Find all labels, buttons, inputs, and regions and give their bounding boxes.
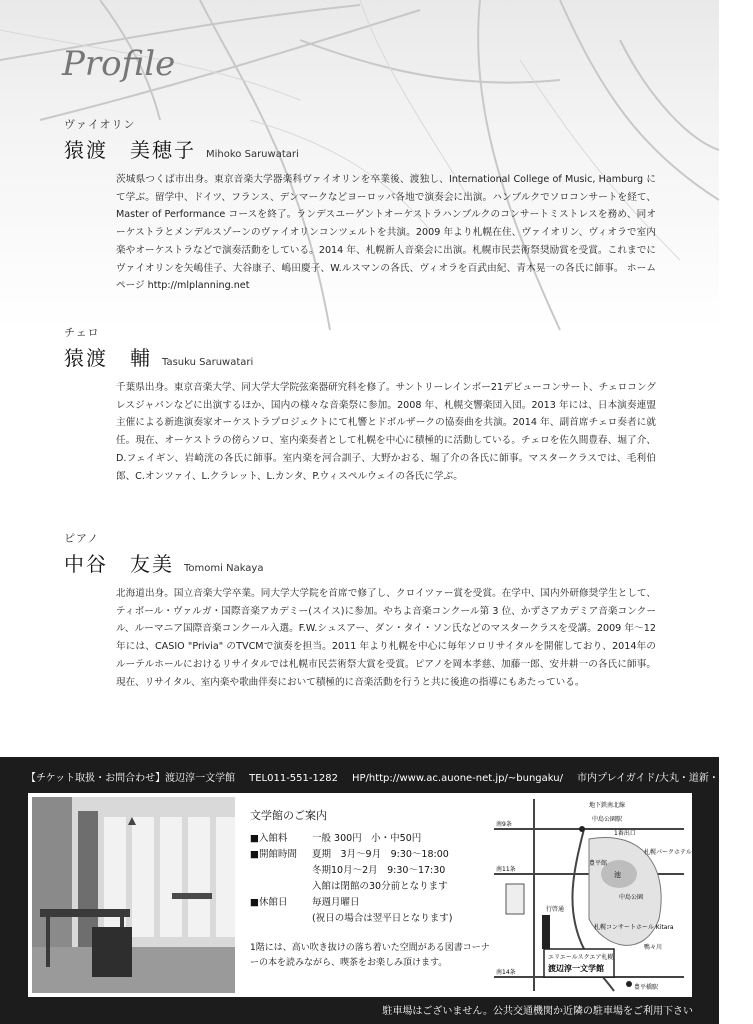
map-label-exit: 1番出口 [614,830,636,837]
homepage-url[interactable]: HP/http://www.ac.auone-net.jp/~bungaku/ [351,773,563,784]
hours-row-winter [250,863,490,879]
contact-line [26,769,739,784]
map-label-building: エリエールスクエア札幌 [548,954,614,961]
playguide-list: 市内プレイガイド/大丸・道新・教文 [576,773,739,784]
map-label-nakajima-station: 中島公園駅 [592,816,623,823]
closed-note: (祝日の場合は翌平日となります) [312,913,453,924]
map-label-hosui: 豊平館 [589,860,608,867]
museum-interior-photo [32,797,235,993]
map-label-south14: 南14条 [496,969,516,976]
performer-violin [64,116,664,295]
map-label-south9: 南9条 [496,821,512,828]
closed-label: ■休館日 [250,897,288,908]
instrument-label: チェロ [64,326,100,339]
map-label-museum: 渡辺淳一文学館 [548,964,604,973]
closed-note-row [250,911,490,927]
map-label-south11: 南11条 [496,866,516,873]
hours-winter: 冬期10月〜2月 9:30〜17:30 [312,865,446,876]
performer-piano [64,530,664,691]
guide-title: 文学館のご案内 [250,809,327,822]
performer-name-en: Mihoko Saruwatari [206,149,299,160]
map-label-kamojigawa: 鴨々川 [644,944,663,951]
hours-summer: 夏期 3月〜9月 9:30〜18:00 [312,849,449,860]
name-row [64,134,664,163]
map-label-subway: 地下鉄南北線 [589,802,626,809]
performer-name-ja: 中谷 友美 [64,552,174,576]
ticket-tel: TEL011-551-1282 [249,773,338,784]
hours-note: 入館は閉館の30分前となります [312,881,448,892]
closed-row [250,895,490,911]
parking-notice: 駐車場はございません。公共交通機関か近隣の駐車場をご利用下さい [382,1006,693,1017]
performer-name-ja: 猿渡 輔 [64,346,152,370]
map-label-kitara: 札幌コンサートホール Kitara [594,924,674,931]
map-label-hotel: 札幌パークホテル [644,849,692,856]
performer-name-en: Tasuku Saruwatari [162,357,254,368]
performer-name-en: Tomomi Nakaya [184,563,264,574]
hours-row [250,847,490,863]
ticket-label: 【チケット取扱・お問合わせ】渡辺淳一文学館 [26,773,236,784]
museum-guide [250,807,490,971]
hours-note-row [250,879,490,895]
performer-cello [64,324,664,485]
fee-label: ■入館料 [250,833,288,844]
closed-value: 毎週月曜日 [312,897,360,908]
museum-description: 1階には、高い吹き抜けの落ち着いた空間がある図書コーナーの本を読みながら、喫茶をお楽しみ頂けます。 [250,943,490,968]
map-label-gyokei: 行啓通 [546,906,565,913]
map-label-pond: 池 [614,871,621,879]
fee-value: 一般 300円 小・中50円 [312,833,422,844]
fee-row [250,831,490,847]
name-row [64,548,664,577]
hours-label: ■開館時間 [250,849,297,860]
museum-guide-panel [28,793,692,997]
performer-bio: 茨城県つくば市出身。東京音楽大学器楽科ヴァイオリンを卒業後、渡独し、International College of Music, Hamburg にて学ぶ。留学中、ドイツ、フランス、デンマークなどヨーロッパ各地で演奏会に出演。ハンブルクでソロコンサートを経て、Master of Performance コースを終了。ランデスユーゲントオーケストラハンブルクのコンサートミストレスを務め、同オーケストラとメンデルスゾーンのヴァイオリンコンツェルトを共演。2009 年より札幌在住、ヴァイオリン、ヴィオラで室内楽やオーケストラなどで演奏活動をしている。2014 年、札幌新人音楽会に出演。札幌市民芸術祭奨励賞を受賞。これまでにヴァイオリンを矢嶋佳子、大谷康子、嶋田慶子、W.ルスマンの各氏、ヴィオラを百武由紀、青木晃一の各氏に師事。 ホームページ http://mlplanning.net [116,174,656,292]
info-bar [0,757,739,1024]
performer-bio: 千葉県出身。東京音楽大学、同大学大学院弦楽器研究科を修了。サントリーレインボー21デビューコンサート、チェロコングレスジャパンなどに出演するほか、国内の様々な音楽祭に参加。2008 年、札幌交響楽団入団。2013 年には、日本演奏連盟主催による新進演奏家オーケストラプロジェクトにて札響とドボルザークの協奏曲を共演。2014 年、副首席チェロ奏者に就任。現在、オーケストラの傍らソロ、室内楽奏者として札幌を中心に積極的に活動している。チェロを佐久間豊春、堀了介、D.フェイギン、岩崎洸の各氏に師事。室内楽を河合訓子、大野かおる、堀了介の各氏に師事。マスタークラスでは、毛利伯郎、C.オンツァイ、L.クラレット、L.カンタ、P.ウィスペルウェイの各氏に学ぶ。 [116,382,656,482]
performer-name-ja: 猿渡 美穂子 [64,138,196,162]
instrument-label: ピアノ [64,532,100,545]
instrument-label: ヴァイオリン [64,118,136,131]
map-label-toyohira-bridge: 豊平橋駅 [634,984,659,991]
name-row [64,342,664,371]
map-label-nakajima-park: 中島公園 [619,894,644,901]
profile-title: Profile [62,44,176,84]
access-map [494,799,692,991]
performer-bio: 北海道出身。国立音楽大学卒業。同大学大学院を首席で修了し、クロイツァー賞を受賞。在学中、国内外研修奨学生として、ティボール・ヴァルガ・国際音楽アカデミー(スイス)に参加。やちよ音楽コンクール第 3 位、かずさアカデミア音楽コンクール、ルーマニア国際音楽コンクール入選。F.W.シュスアー、ダン・タイ・ソン氏などのマスタークラスを受講。2009 年〜12 年には、CASIO "Privia" のTVCMで演奏を担当。2011 年より札幌を中心に毎年ソロリサイタルを開催しており、2014年のルーテルホールにおけるリサイタルでは札幌市民芸術祭大賞を受賞。ピアノを岡本孝慈、加藤一郎、安井耕一の各氏に師事。現在、リサイタル、室内楽や歌曲伴奏において積極的に音楽活動を行うと共に後進の指導にもあたっている。 [116,588,656,688]
